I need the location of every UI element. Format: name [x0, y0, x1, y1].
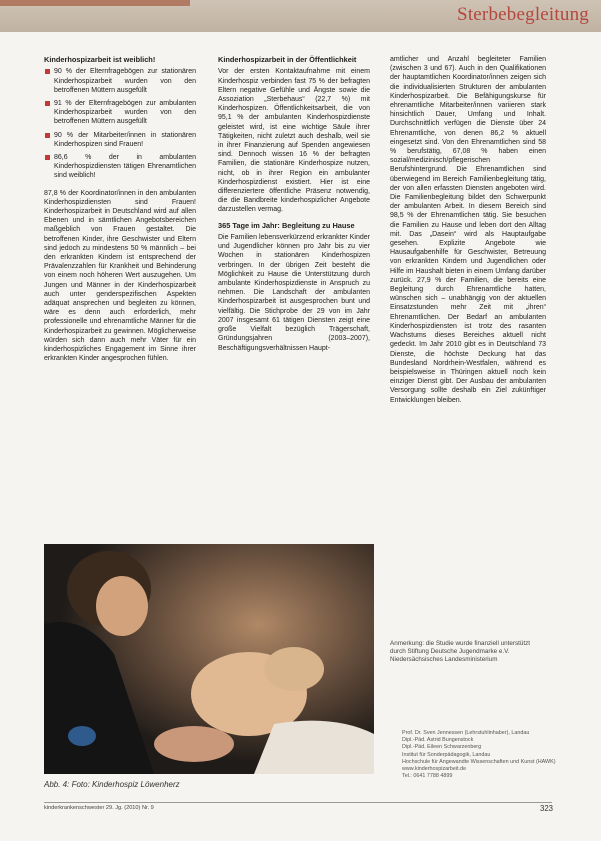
column-2	[218, 55, 370, 359]
photo-caption: Abb. 4: Foto: Kinderhospiz Löwenherz	[44, 780, 180, 789]
section-title: Sterbebegleitung	[457, 4, 589, 25]
statistics-item: 90 % der Mitarbeiter/innen in stationären Kinderhospizen sind Frauen!	[44, 131, 196, 149]
column-2-paragraph-2: Die Familien lebensverkürzend erkrankter Kinder und Jugendlicher können pro Jahr bis zu vier Wochen in stationären Kinderhospizen verbringen. In der übrigen Zeit besteht die Möglichkeit zu Hause die Unterstützung durch ambulante Kinderhospizdienste in Anspruch zu nehmen. Die Landschaft der ambulanten Kinderhospizarbeit ist ausgesprochen bunt und vielfältig. Die Stichprobe der 29 von im Jahr 2007 insgesamt 61 tätigen Diensten zeigt eine große Vielfalt bezüglich Trägerschaft, Gründungsjahren (2003–2007), Beschäftigungsverhältnissen Haupt-	[218, 234, 370, 352]
column-1	[44, 55, 196, 370]
column-2-heading-2: 365 Tage im Jahr: Begleitung zu Hause	[218, 220, 355, 230]
statistics-list	[44, 67, 196, 180]
footnote	[390, 640, 546, 665]
footnote-line: Niedersächsisches Landesministerium	[390, 656, 498, 664]
page-number: 323	[539, 804, 553, 813]
statistics-item: 90 % der Elternfragebögen zur stationären Kinderhospizarbeit wurden von den betroffenen Müttern ausgefüllt	[44, 67, 196, 95]
badge-icon	[68, 726, 96, 746]
photo-illustration	[44, 544, 374, 774]
address-line: Institut für Sonderpädagogik, Landau	[402, 751, 491, 758]
header-accent-bar	[0, 0, 190, 6]
address-link[interactable]: www.kinderhospizarbeit.de	[402, 766, 467, 773]
column-1-paragraph: 87,8 % der Koordinator/innen in den ambulanten Kinderhospizdiensten sind Frauen! Kinderhospizarbeit in Deutschland wird auf allen Ebenen und in sämtlichen Angebotsbereichen maßgeblich von Frauen gestaltet. Die betroffenen Kinder, ihre Geschwister und Eltern sind jedoch zu mindestens 50 % männlich – bei den erkrankten Kindern ist entsprechend der Prävalenzzahlen für Krankheit und Behinderung von einem noch höheren Wert auszugehen. Um Jungen und Männer in der Kinderhospizarbeit auch unter genderspezifischen Aspekten adäquat ansprechen und begleiten zu können, wäre es denn auch erforderlich, mehr professionelle und ehrenamtliche Männer für die Kinderhospizarbeit zu gewinnen. Möglicherweise würden sich dann auch mehr Väter für ein kinderhospizliches Engagement im Sinne ihrer erkrankten Kinder angesprochen fühlen.	[44, 189, 196, 363]
address-line: Hochschule für Angewandte Wissenschaften und Kunst (HAWK)	[402, 758, 556, 765]
column-3-paragraph: amtlicher und Anzahl begleiteter Familien (zwischen 3 und 67). Auch in den Qualifikationen der hauptamtlichen Koordinator/innen zeigen sich die individualisierten Strukturen der ambulanten Kinderhospizarbeit. Die Befähigungskurse für ehrenamtliche Mitarbeiter/innen variieren stark hinsichtlich Dauer, Umfang und Inhalt. Durchschnittlich verfügen die Dienste über 24 Ehrenamtliche, von denen 86,2 % aktuell eingesetzt sind. Von den Ehrenamtlichen sind 58 % berufstätig, 67,08 % haben einen sozial/medizinisch/pflegerischen Berufshintergrund. Die Ehrenamtlichen sind überwiegend im Bereich Familienbegleitung tätig, der von allen erfassten Diensten angeboten wird. Die Familienbegleitung bildet den Schwerpunkt der ambulanten Arbeit. In diesem Bereich sind 98,5 % der Ehrenamtlichen tätig. Sie besuchen die Familien zu Hause und leben dort den Alltag mit. Das „Dasein“ wird als Hauptaufgabe gesehen. Explizite Angebote wie Hausaufgabenhilfe für Geschwister, Betreuung von erkrankten Kindern und Jugendlichen oder Hilfe im Haushalt bieten in einem Umfang darüber zurück. 27,9 % der Familien, die bereits eine Begleitung durch Ehrenamtliche hatten, wünschen sich – unabhängig von der aktuellen Einsatzstunden mehr Zeit mit „ihren“ Ehrenamtlichen. Der Bedarf an ambulanten Kinderhospizdiensten ist trotz des rasanten Wachstums dieses Bereiches aktuell nicht gedeckt. Im Jahr 2010 gibt es in Deutschland 73 Dienste, die höchste Deckung hat das Bundesland Nordrhein-Westfalen, während es beispielsweise in Thüringen aktuell noch kein einziger Dienst gibt. Der Ausbau der ambulanten Versorgung sollte deshalb ein Ziel zukünftiger Entwicklungen bleiben.	[390, 56, 546, 404]
address-line: Dipl.-Päd. Eileen Schwarzenberg	[402, 744, 482, 751]
address-line: Prof. Dr. Sven Jennessen (Lehrstuhlinhaber), Landau	[402, 730, 530, 736]
author-address	[402, 730, 556, 780]
statistics-item: 86,6 % der in ambulanten Kinderhospizdiensten tätigen Ehrenamtlichen sind weiblich!	[44, 153, 196, 181]
column-2-paragraph-1: Vor der ersten Kontaktaufnahme mit einem Kinderhospiz verbinden fast 75 % der befragten Eltern negative Gefühle und Ängste sowie die Assoziation „Sterbehaus“ (22,7 %) mit Kinderhospizen. Öffentlichkeitsarbeit, die von 95,1 % der ambulanten Kinderhospizdienste geleistet wird, ist eine wichtige Säule ihrer Tätigkeiten, nicht zuletzt auch deshalb, weil sie in ihrer Finanzierung auf Spenden angewiesen sind. Dennoch wissen 16 % der befragten Familien, die stationäre Kinderhospize nutzen, nicht, ob in ihrer Region ein ambulanter Kinderhospizdienst existiert. Hier ist eine differenziertere öffentliche Präsenz notwendig, die die Bandbreite kinderhospizlicher Angebote darzustellen vermag.	[218, 68, 370, 214]
column-1-heading: Kinderhospizarbeit ist weiblich!	[44, 55, 156, 64]
journal-reference: kinderkrankenschwester 29. Jg. (2010) Nr. 9	[44, 805, 154, 811]
footer-divider	[44, 802, 552, 803]
address-line: Dipl.-Päd. Astrid Bungenstock	[402, 737, 474, 744]
column-2-heading-1: Kinderhospizarbeit in der Öffentlichkeit	[218, 55, 357, 64]
address-line: Tel.: 0641 7788 4899	[402, 773, 453, 780]
footnote-line: Anmerkung: die Studie wurde finanziell unterstützt durch Stiftung Deutsche Jugendmarke e.V.	[390, 640, 531, 656]
column-3	[390, 55, 546, 411]
article-photo	[44, 544, 374, 774]
page-header	[0, 0, 601, 32]
statistics-item: 91 % der Elternfragebögen zur ambulanten Kinderhospizarbeit wurden von den betroffenen Müttern ausgefüllt	[44, 99, 196, 127]
